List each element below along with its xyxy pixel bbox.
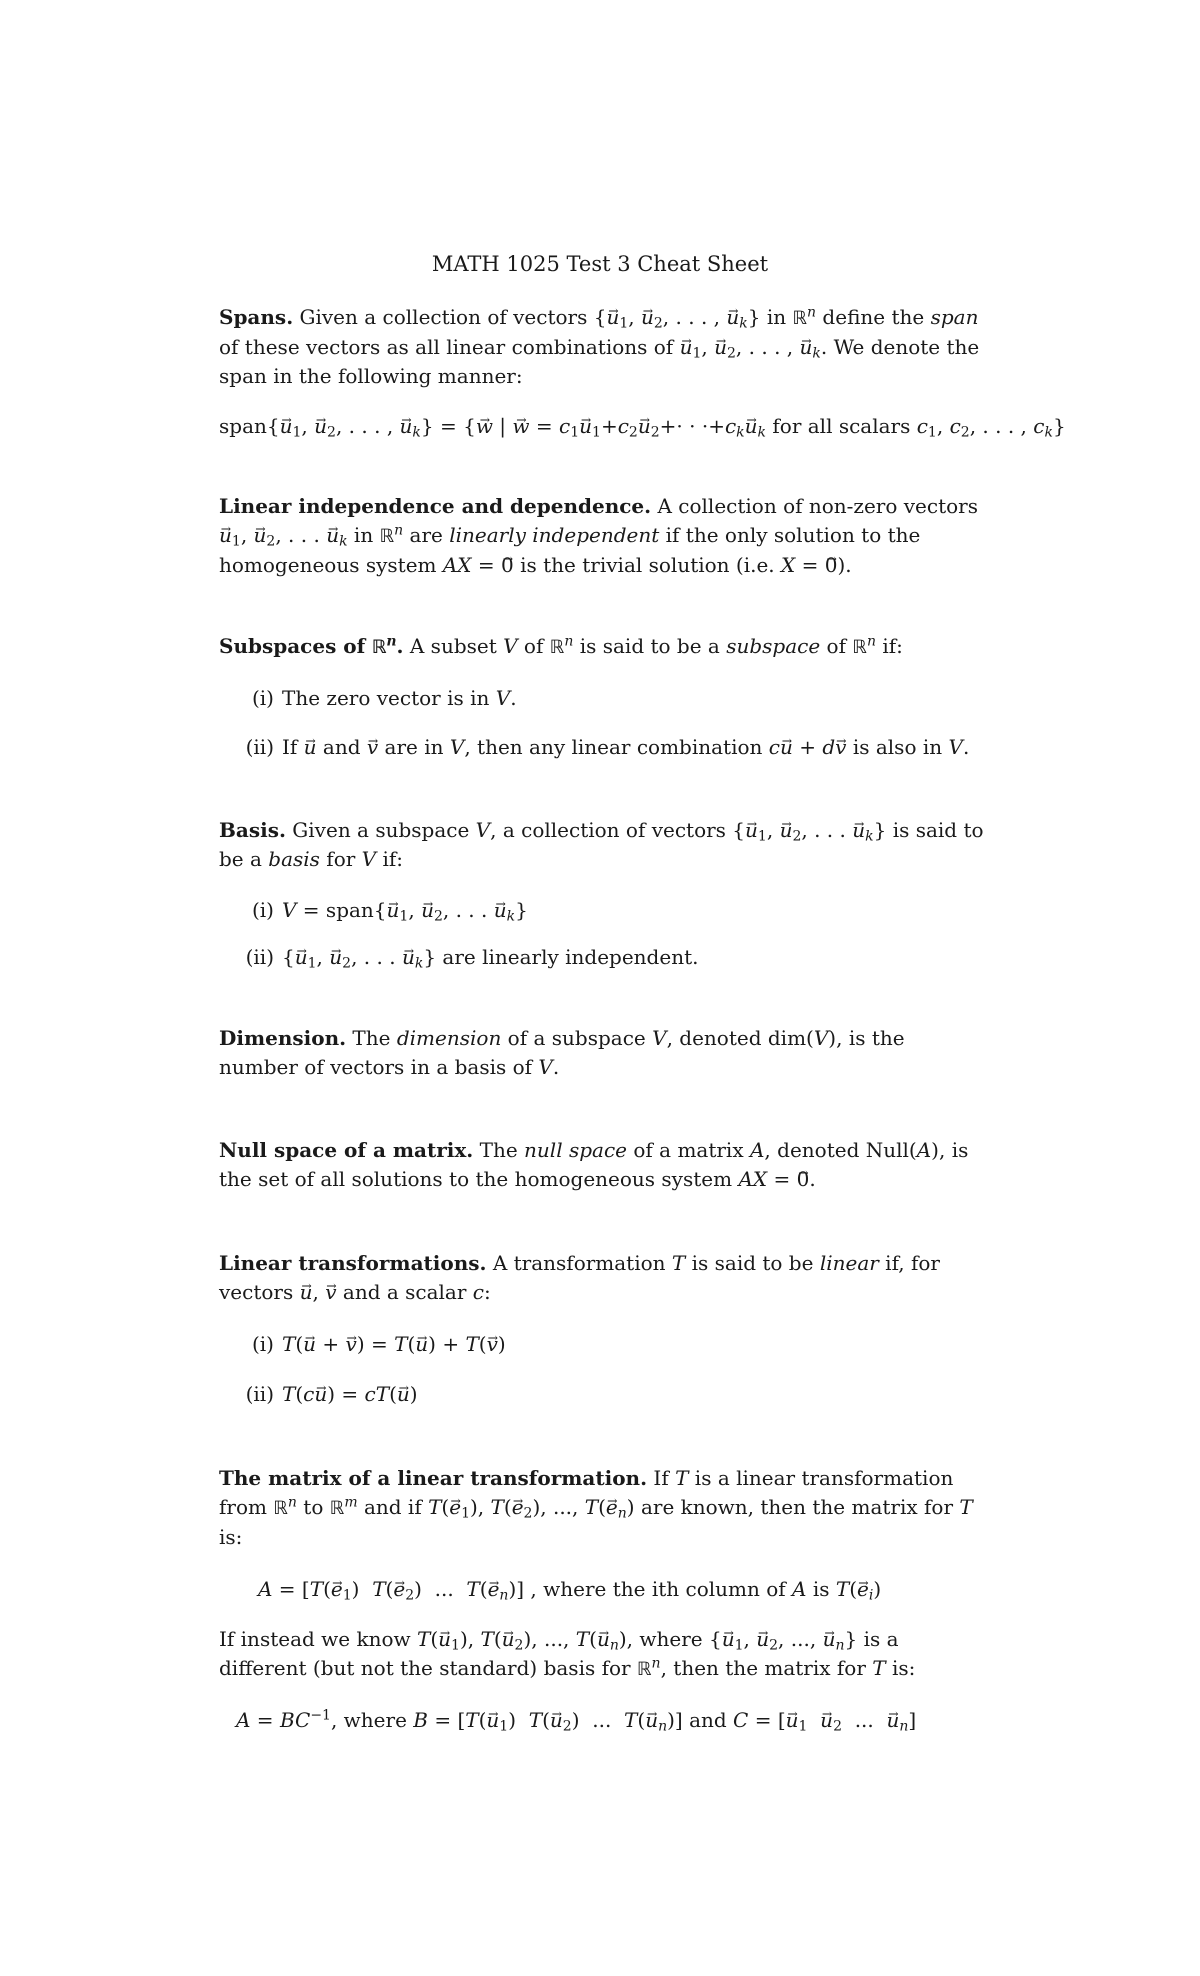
nonstandard-basis-paragraph: If instead we know $T(\to u_1)$, $T(\to u_2)$, ..., $T(\to u_n)$, where {→ $u_1$, → $u_2$, ..., → $u_n$} is a different (but not the standard) basis for ℝ$^n$, then the matrix for T is: bbox=[219, 1625, 989, 1684]
independence-heading: Linear independence and dependence. bbox=[219, 494, 652, 518]
spans-paragraph: Spans. Given a collection of vectors {→ $u_1$, → $u_2$, . . . , → $u_k$} in ℝ$^n$ define the span of these vectors as all linear combinations of → $u_1$, → $u_2$, . . . , → $u_k$. We denote the span in the following manner: bbox=[219, 303, 989, 391]
matrix-heading: The matrix of a linear transformation. bbox=[219, 1466, 648, 1490]
matrix-paragraph: The matrix of a linear transformation. If T is a linear transformation from ℝ$^n$ to ℝ$^m$ and if $T(\to e_1)$, $T(\to e_2)$, ..., $T(\to e_n)$ are known, then the matrix for T is: bbox=[219, 1464, 989, 1552]
dimension-heading: Dimension. bbox=[219, 1026, 347, 1050]
page-title: MATH 1025 Test 3 Cheat Sheet bbox=[431, 252, 769, 276]
basis-paragraph: Basis. Given a subspace V, a collection of vectors {→ $u_1$, → $u_2$, . . . → $u_k$} is said to be a basis for V if: bbox=[219, 816, 989, 874]
independence-paragraph: Linear independence and dependence. A collection of non-zero vectors → $u_1$, → $u_2$, . . . → $u_k$ in ℝ$^n$ are linearly independent if the only solution to the homogeneous system AX = → 0 is the trivial solution (i.e. X = → 0). bbox=[219, 492, 989, 580]
lintrans-paragraph: Linear transformations. A transformation T is said to be linear if, for vectors → u, → v and a scalar c: bbox=[219, 1249, 989, 1307]
basis-condition-2: (ii) {→ $u_1$, → $u_2$, . . . → $u_k$} are linearly independent. bbox=[238, 943, 998, 972]
lintrans-condition-2: (ii) T(c→ u) = cT(→ u) bbox=[238, 1380, 998, 1409]
standard-matrix-equation: $A = [T(\to e_1)$ $T(\to e_2)$ ... $T(\to e_n)$] , where the ith column of A is $T(\to e_i)$ bbox=[258, 1575, 881, 1604]
basis-heading: Basis. bbox=[219, 818, 286, 842]
dimension-paragraph: Dimension. The dimension of a subspace V, denoted dim(V), is the number of vectors in a basis of V. bbox=[219, 1026, 905, 1079]
span-definition-equation: span{→ $u_1$, → $u_2$, . . . , → $u_k$} = {→ w | → $w = c_1\to u_1+c_2\to u_2+\cdot \cdot \cdot+c_k\to u_k$ for all scalars $c_1$, $c_2$, . . . , $c_k$} bbox=[219, 412, 1066, 441]
basis-condition-1: (i) V = span{→ $u_1$, → $u_2$, . . . → $u_k$} bbox=[238, 896, 998, 925]
subspace-condition-1: (i) The zero vector is in V. bbox=[251, 686, 517, 710]
lintrans-condition-1: (i) T(→ u + → v) = T(→ u) + T(→ v) bbox=[238, 1330, 998, 1359]
nullspace-paragraph: Null space of a matrix. The null space of a matrix A, denoted Null(A), is the set of all solutions to the homogeneous system AX = → 0. bbox=[219, 1136, 989, 1194]
nullspace-heading: Null space of a matrix. bbox=[219, 1138, 474, 1162]
subspaces-paragraph: Subspaces of ℝ$^n$. A subset V of ℝ$^n$ is said to be a subspace of ℝ$^n$ if: bbox=[219, 633, 903, 658]
spans-heading: Spans. bbox=[219, 305, 294, 329]
lintrans-heading: Linear transformations. bbox=[219, 1251, 487, 1275]
change-of-basis-equation: $A = BC^{-1}$, where $B = [T(\to u_1)$ $T(\to u_2)$ ... $T(\to u_n)$] and C = [→ $u_1 \to u_2$ ... → $u_n$] bbox=[236, 1706, 916, 1735]
subspace-condition-2: (ii) If → u and → v are in V, then any linear combination c→ u + d→ v is also in V. bbox=[238, 733, 998, 762]
subspaces-heading: Subspaces of bbox=[219, 634, 366, 658]
